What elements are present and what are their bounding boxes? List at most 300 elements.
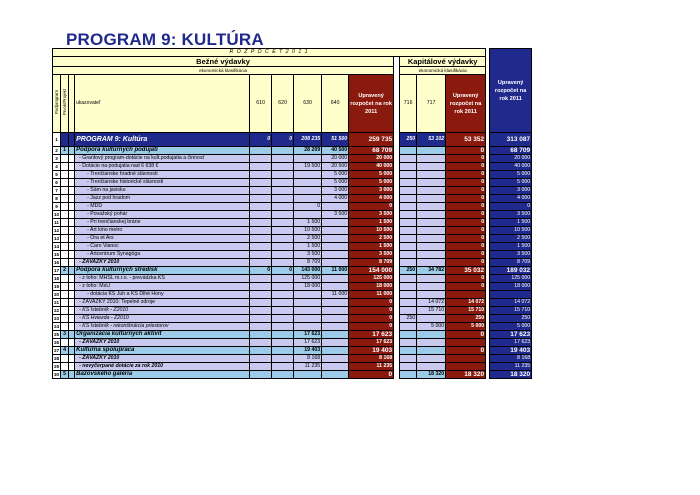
upraveny-kapitalove-cell bbox=[446, 339, 486, 347]
total-cell: 125 000 bbox=[490, 275, 532, 283]
upraveny-kapitalove-cell: 53 352 bbox=[446, 133, 486, 147]
value-c716-cell bbox=[400, 299, 417, 307]
total-cell: 0 bbox=[490, 203, 532, 211]
table-row bbox=[53, 251, 532, 259]
value-c620-cell bbox=[272, 355, 294, 363]
upraveny-bezne-cell: 4 000 bbox=[349, 195, 394, 203]
value-c630-cell: 19 500 bbox=[294, 163, 322, 171]
value-c620-cell bbox=[272, 307, 294, 315]
value-c610-cell bbox=[250, 211, 272, 219]
total-cell: 40 000 bbox=[490, 163, 532, 171]
value-c610-cell bbox=[250, 243, 272, 251]
value-c610-cell bbox=[250, 339, 272, 347]
row-number-cell: 26 bbox=[54, 340, 60, 345]
col-header-717: 717 bbox=[417, 75, 446, 133]
row-number-cell: 6 bbox=[53, 179, 61, 187]
value-c620-cell bbox=[272, 259, 294, 267]
total-cell: 4 000 bbox=[490, 195, 532, 203]
row-number-cell: 9 bbox=[53, 203, 61, 211]
upraveny-bezne-cell: 0 bbox=[349, 299, 394, 307]
total-cell: 8 168 bbox=[490, 355, 532, 363]
value-c717-cell bbox=[417, 179, 446, 187]
row-number-cell: 17 bbox=[54, 268, 60, 273]
upraveny-bezne-cell: 259 735 bbox=[349, 133, 394, 147]
row-number-cell: 23 bbox=[54, 316, 60, 321]
value-c716-cell bbox=[400, 147, 417, 155]
upraveny-kapitalove-cell: 18 320 bbox=[446, 371, 486, 379]
value-c716-cell bbox=[400, 179, 417, 187]
row-number-cell: 19 bbox=[54, 284, 60, 289]
value-c640-cell: 3 500 bbox=[322, 211, 349, 219]
row-number-cell: 7 bbox=[53, 187, 61, 195]
podprogram-cell bbox=[61, 171, 69, 179]
value-c717-cell bbox=[417, 339, 446, 347]
ukazovatel-cell: - dotácia KS Juh a KS Dlhé Hony bbox=[75, 291, 250, 299]
value-c640-cell bbox=[322, 243, 349, 251]
upraveny-bezne-cell: 20 000 bbox=[349, 155, 394, 163]
value-c717-cell bbox=[417, 147, 446, 155]
upraveny-bezne-cell: 0 bbox=[349, 315, 394, 323]
table-row bbox=[53, 355, 532, 363]
ukazovatel-cell: Organizácia kultúrnych aktivít bbox=[75, 331, 250, 339]
upraveny-bezne-cell: 125 000 bbox=[349, 275, 394, 283]
podprogram-cell: 4 bbox=[61, 347, 69, 355]
value-c717-cell bbox=[417, 163, 446, 171]
value-c717-cell bbox=[417, 275, 446, 283]
total-cell: 17 623 bbox=[490, 331, 532, 339]
value-c610-cell bbox=[250, 347, 272, 355]
podprogram-cell bbox=[61, 227, 69, 235]
value-c640-cell bbox=[322, 235, 349, 243]
upraveny-bezne-cell: 11 235 bbox=[349, 363, 394, 371]
upraveny-bezne-cell: 19 403 bbox=[349, 347, 394, 355]
upraveny-bezne-cell: 11 000 bbox=[349, 291, 394, 299]
table-row bbox=[53, 219, 532, 227]
value-c630-cell bbox=[294, 291, 322, 299]
value-c630-cell: 18 000 bbox=[294, 283, 322, 291]
value-c630-cell bbox=[294, 171, 322, 179]
value-c620-cell bbox=[272, 211, 294, 219]
row-number-cell: 11 bbox=[54, 220, 59, 225]
table-row bbox=[53, 299, 532, 307]
podprogram-cell: 3 bbox=[61, 331, 69, 339]
value-c716-cell bbox=[400, 203, 417, 211]
value-c640-cell: 40 500 bbox=[322, 147, 349, 155]
total-cell: 14 072 bbox=[490, 299, 532, 307]
col-header-716: 716 bbox=[400, 75, 417, 133]
budget-table-container bbox=[52, 48, 532, 379]
value-c717-cell: 15 710 bbox=[417, 307, 446, 315]
value-c717-cell bbox=[417, 195, 446, 203]
ukazovatel-cell: - ZÁVAZKY 2010 bbox=[75, 355, 250, 363]
podprogram-cell bbox=[61, 355, 69, 363]
value-c640-cell bbox=[322, 355, 349, 363]
ukazovatel-cell: - Považský pohár bbox=[75, 211, 250, 219]
podprogram-cell bbox=[61, 163, 69, 171]
upraveny-bezne-cell: 3 000 bbox=[349, 187, 394, 195]
value-c717-cell: 34 782 bbox=[417, 267, 446, 275]
value-c610-cell bbox=[250, 291, 272, 299]
value-c716-cell bbox=[400, 187, 417, 195]
total-cell: 1 500 bbox=[490, 243, 532, 251]
row-number-cell: 13 bbox=[54, 236, 60, 241]
podprogram-cell bbox=[61, 283, 69, 291]
upraveny-bezne-cell: 2 500 bbox=[349, 235, 394, 243]
value-c620-cell bbox=[272, 251, 294, 259]
upraveny-kapitalove-cell bbox=[446, 355, 486, 363]
value-c717-cell bbox=[417, 347, 446, 355]
total-cell: 189 032 bbox=[490, 267, 532, 275]
value-c717-cell bbox=[417, 315, 446, 323]
table-row bbox=[53, 179, 532, 187]
value-c717-cell: 14 072 bbox=[417, 299, 446, 307]
table-row bbox=[53, 187, 532, 195]
ukazovatel-cell: - Pri trenčianskej bráne bbox=[75, 219, 250, 227]
total-cell: 8 709 bbox=[490, 259, 532, 267]
ukazovatel-cell: - Ora et Ars bbox=[75, 235, 250, 243]
ek-klasifikacia-bezne: ekonomická klasifikácia bbox=[53, 67, 394, 75]
ukazovatel-cell: - Sám na javisku bbox=[75, 187, 250, 195]
podprogram-cell bbox=[61, 275, 69, 283]
ukazovatel-cell: - Art kino metro bbox=[75, 227, 250, 235]
ukazovatel-cell: - MDD bbox=[75, 203, 250, 211]
upraveny-bezne-cell: 3 500 bbox=[349, 251, 394, 259]
row-number-cell: 14 bbox=[54, 244, 60, 249]
kapitalove-vydavky-header: Kapitálové výdavky bbox=[400, 57, 486, 67]
value-c620-cell bbox=[272, 163, 294, 171]
table-row bbox=[53, 347, 532, 355]
table-row bbox=[53, 211, 532, 219]
value-c716-cell bbox=[400, 259, 417, 267]
row-number-cell: 21 bbox=[54, 300, 60, 305]
table-row bbox=[53, 259, 532, 267]
podprogram-cell bbox=[61, 203, 69, 211]
col-header-640: 640 bbox=[322, 75, 349, 133]
ukazovatel-cell: - Artcentrum Synagóga bbox=[75, 251, 250, 259]
total-cell: 19 403 bbox=[490, 347, 532, 355]
row-number-cell: 2 bbox=[53, 147, 61, 155]
value-c620-cell bbox=[272, 339, 294, 347]
upraveny-kapitalove-cell: 0 bbox=[446, 251, 486, 259]
value-c610-cell bbox=[250, 371, 272, 379]
value-c717-cell bbox=[417, 283, 446, 291]
value-c640-cell bbox=[322, 331, 349, 339]
value-c717-cell bbox=[417, 243, 446, 251]
value-c716-cell bbox=[400, 275, 417, 283]
value-c620-cell: 0 bbox=[272, 267, 294, 275]
value-c610-cell: 0 bbox=[250, 267, 272, 275]
podprogram-cell bbox=[61, 307, 69, 315]
value-c630-cell: 3 500 bbox=[294, 251, 322, 259]
upraveny-bezne-cell: 17 623 bbox=[349, 331, 394, 339]
ukazovatel-cell: Kultúrna spolupráca bbox=[75, 347, 250, 355]
value-c620-cell bbox=[272, 291, 294, 299]
podprogram-cell: 1 bbox=[61, 147, 69, 155]
value-c716-cell bbox=[400, 211, 417, 219]
value-c610-cell: 0 bbox=[250, 133, 272, 147]
total-cell: 10 500 bbox=[490, 227, 532, 235]
total-cell: 3 000 bbox=[490, 187, 532, 195]
value-c610-cell bbox=[250, 195, 272, 203]
row-number-cell: 8 bbox=[53, 195, 61, 203]
upraveny-kapitalove-cell: 0 bbox=[446, 171, 486, 179]
upraveny-bezne-cell: 154 000 bbox=[349, 267, 394, 275]
value-c640-cell bbox=[322, 275, 349, 283]
value-c610-cell bbox=[250, 259, 272, 267]
rozpocet-header: R O Z P O Č E T 2 0 1 1 bbox=[53, 49, 486, 57]
value-c716-cell bbox=[400, 227, 417, 235]
value-c640-cell bbox=[322, 307, 349, 315]
value-c620-cell bbox=[272, 203, 294, 211]
bezne-vydavky-header: Bežné výdavky bbox=[53, 57, 394, 67]
value-c620-cell bbox=[272, 363, 294, 371]
upraveny-kapitalove-cell: 0 bbox=[446, 347, 486, 355]
value-c630-cell: 8 709 bbox=[294, 259, 322, 267]
row-number-cell: 15 bbox=[54, 252, 60, 257]
ukazovatel-cell: Podpora kultúrnych stredísk bbox=[75, 267, 250, 275]
table-row bbox=[53, 339, 532, 347]
value-c717-cell bbox=[417, 219, 446, 227]
value-c620-cell bbox=[272, 235, 294, 243]
upraveny-kapitalove-cell: 0 bbox=[446, 187, 486, 195]
value-c716-cell bbox=[400, 323, 417, 331]
podprogram-cell bbox=[61, 155, 69, 163]
col-header-upraveny-kapitalove: Upravený rozpočet na rok 2011 bbox=[446, 75, 486, 133]
row-number-cell: 16 bbox=[54, 260, 60, 265]
value-c640-cell: 5 000 bbox=[322, 179, 349, 187]
value-c716-cell bbox=[400, 331, 417, 339]
table-row bbox=[53, 363, 532, 371]
budget-table bbox=[52, 48, 532, 379]
upraveny-bezne-cell: 18 000 bbox=[349, 283, 394, 291]
total-cell: 2 500 bbox=[490, 235, 532, 243]
total-cell: 5 000 bbox=[490, 171, 532, 179]
value-c630-cell bbox=[294, 315, 322, 323]
total-cell: 3 500 bbox=[490, 211, 532, 219]
table-row bbox=[53, 195, 532, 203]
row-number-cell: 28 bbox=[54, 356, 60, 361]
podprogram-cell bbox=[61, 243, 69, 251]
value-c640-cell: 5 000 bbox=[322, 171, 349, 179]
table-row bbox=[53, 307, 532, 315]
value-c717-cell bbox=[417, 331, 446, 339]
upraveny-bezne-cell: 1 500 bbox=[349, 219, 394, 227]
value-c717-cell bbox=[417, 155, 446, 163]
ukazovatel-cell: - Dotácie na podujatia nad 6 638 € bbox=[75, 163, 250, 171]
value-c610-cell bbox=[250, 331, 272, 339]
value-c716-cell bbox=[400, 355, 417, 363]
value-c630-cell: 208 235 bbox=[294, 133, 322, 147]
value-c610-cell bbox=[250, 179, 272, 187]
table-row bbox=[53, 133, 532, 147]
value-c610-cell bbox=[250, 147, 272, 155]
upraveny-kapitalove-cell: 0 bbox=[446, 259, 486, 267]
podprogram-cell bbox=[61, 251, 69, 259]
total-cell: 20 000 bbox=[490, 155, 532, 163]
value-c716-cell bbox=[400, 371, 417, 379]
total-cell: 250 bbox=[490, 315, 532, 323]
table-row bbox=[53, 331, 532, 339]
value-c717-cell: 18 320 bbox=[417, 371, 446, 379]
value-c716-cell bbox=[400, 283, 417, 291]
total-cell: 18 320 bbox=[490, 371, 532, 379]
upraveny-bezne-cell: 10 500 bbox=[349, 227, 394, 235]
value-c630-cell: 143 000 bbox=[294, 267, 322, 275]
podprogram-cell bbox=[61, 133, 69, 147]
table-row bbox=[53, 323, 532, 331]
ukazovatel-cell: - KS Hviezda - Z2010 bbox=[75, 315, 250, 323]
value-c620-cell bbox=[272, 187, 294, 195]
upraveny-kapitalove-cell: 0 bbox=[446, 235, 486, 243]
row-number-cell: 10 bbox=[54, 212, 60, 217]
value-c610-cell bbox=[250, 275, 272, 283]
col-header-prvok: Prvok/Projekt bbox=[61, 75, 69, 133]
value-c620-cell bbox=[272, 347, 294, 355]
value-c630-cell: 17 623 bbox=[294, 331, 322, 339]
ukazovatel-cell: - z toho: MHSL m.r.o. - prevádzka KS bbox=[75, 275, 250, 283]
value-c630-cell: 28 209 bbox=[294, 147, 322, 155]
value-c717-cell: 5 000 bbox=[417, 323, 446, 331]
value-c620-cell: 0 bbox=[272, 133, 294, 147]
value-c716-cell bbox=[400, 307, 417, 315]
table-row bbox=[53, 275, 532, 283]
total-cell: 17 623 bbox=[490, 339, 532, 347]
upraveny-bezne-cell: 0 bbox=[349, 203, 394, 211]
total-cell: 1 500 bbox=[490, 219, 532, 227]
podprogram-cell bbox=[61, 363, 69, 371]
upraveny-bezne-cell: 1 500 bbox=[349, 243, 394, 251]
value-c640-cell: 51 500 bbox=[322, 133, 349, 147]
value-c630-cell: 125 000 bbox=[294, 275, 322, 283]
value-c610-cell bbox=[250, 323, 272, 331]
value-c716-cell bbox=[400, 363, 417, 371]
value-c620-cell bbox=[272, 155, 294, 163]
ukazovatel-cell: - Čaro Vianoc bbox=[75, 243, 250, 251]
upraveny-kapitalove-cell: 15 710 bbox=[446, 307, 486, 315]
ukazovatel-cell: - ZÁVAZKY 2010 bbox=[75, 339, 250, 347]
value-c717-cell bbox=[417, 291, 446, 299]
upraveny-kapitalove-cell: 0 bbox=[446, 163, 486, 171]
row-number-cell: 18 bbox=[54, 276, 60, 281]
row-number-cell: 27 bbox=[54, 348, 60, 353]
value-c717-cell bbox=[417, 355, 446, 363]
value-c610-cell bbox=[250, 155, 272, 163]
value-c640-cell bbox=[322, 371, 349, 379]
upraveny-kapitalove-cell: 0 bbox=[446, 331, 486, 339]
total-cell: 3 500 bbox=[490, 251, 532, 259]
value-c640-cell bbox=[322, 251, 349, 259]
value-c640-cell: 11 000 bbox=[322, 291, 349, 299]
value-c640-cell bbox=[322, 203, 349, 211]
upraveny-kapitalove-cell: 0 bbox=[446, 227, 486, 235]
ukazovatel-cell: - Trenčianske historické slávnosti bbox=[75, 179, 250, 187]
row-number-cell: 1 bbox=[53, 133, 61, 147]
upraveny-kapitalove-cell: 0 bbox=[446, 219, 486, 227]
ukazovatel-cell: - KS Istebník - Z2010 bbox=[75, 307, 250, 315]
value-c620-cell bbox=[272, 323, 294, 331]
col-header-podprogram: Podprogram bbox=[53, 75, 61, 133]
podprogram-cell bbox=[61, 219, 69, 227]
table-row bbox=[53, 371, 532, 379]
col-header-610: 610 bbox=[250, 75, 272, 133]
page-title: PROGRAM 9: KULTÚRA bbox=[66, 30, 264, 49]
value-c630-cell: 1 500 bbox=[294, 243, 322, 251]
value-c630-cell bbox=[294, 155, 322, 163]
total-cell: 5 000 bbox=[490, 179, 532, 187]
value-c640-cell: 20 000 bbox=[322, 155, 349, 163]
value-c610-cell bbox=[250, 283, 272, 291]
row-number-cell: 25 bbox=[54, 332, 60, 337]
table-row bbox=[53, 267, 532, 275]
row-number-cell: 3 bbox=[53, 155, 61, 163]
value-c610-cell bbox=[250, 307, 272, 315]
col-header-620: 620 bbox=[272, 75, 294, 133]
value-c717-cell bbox=[417, 363, 446, 371]
value-c640-cell bbox=[322, 347, 349, 355]
podprogram-cell bbox=[61, 259, 69, 267]
value-c630-cell: 19 403 bbox=[294, 347, 322, 355]
upraveny-kapitalove-cell: 0 bbox=[446, 179, 486, 187]
value-c630-cell bbox=[294, 195, 322, 203]
upraveny-kapitalove-cell: 0 bbox=[446, 195, 486, 203]
table-row bbox=[53, 243, 532, 251]
value-c630-cell: 11 235 bbox=[294, 363, 322, 371]
value-c717-cell bbox=[417, 171, 446, 179]
upraveny-kapitalove-cell: 0 bbox=[446, 283, 486, 291]
table-row bbox=[53, 315, 532, 323]
total-cell: 68 709 bbox=[490, 147, 532, 155]
upraveny-bezne-cell: 68 709 bbox=[349, 147, 394, 155]
value-c640-cell bbox=[322, 299, 349, 307]
upraveny-bezne-cell: 5 000 bbox=[349, 179, 394, 187]
upraveny-kapitalove-cell: 250 bbox=[446, 315, 486, 323]
value-c716-cell bbox=[400, 339, 417, 347]
value-c716-cell: 250 bbox=[400, 267, 417, 275]
value-c717-cell bbox=[417, 211, 446, 219]
upraveny-bezne-cell: 0 bbox=[349, 371, 394, 379]
upraveny-kapitalove-cell: 35 032 bbox=[446, 267, 486, 275]
value-c630-cell: 8 168 bbox=[294, 355, 322, 363]
value-c610-cell bbox=[250, 355, 272, 363]
value-c630-cell bbox=[294, 179, 322, 187]
podprogram-cell bbox=[61, 339, 69, 347]
table-row bbox=[53, 283, 532, 291]
value-c630-cell: 17 623 bbox=[294, 339, 322, 347]
value-c630-cell bbox=[294, 371, 322, 379]
value-c620-cell bbox=[272, 331, 294, 339]
row-number-cell: 20 bbox=[54, 292, 60, 297]
total-cell: 18 000 bbox=[490, 283, 532, 291]
value-c620-cell bbox=[272, 195, 294, 203]
ukazovatel-cell: - Trenčianske hradné slávnosti bbox=[75, 171, 250, 179]
upraveny-bezne-cell: 17 623 bbox=[349, 339, 394, 347]
value-c630-cell: 0 bbox=[294, 203, 322, 211]
value-c717-cell bbox=[417, 259, 446, 267]
upraveny-bezne-cell: 0 bbox=[349, 323, 394, 331]
value-c620-cell bbox=[272, 299, 294, 307]
upraveny-kapitalove-cell: 0 bbox=[446, 243, 486, 251]
table-row bbox=[53, 171, 532, 179]
value-c610-cell bbox=[250, 251, 272, 259]
value-c640-cell bbox=[322, 283, 349, 291]
row-number-cell: 22 bbox=[54, 308, 60, 313]
row-number-cell: 4 bbox=[53, 163, 61, 171]
upraveny-bezne-cell: 3 500 bbox=[349, 211, 394, 219]
podprogram-cell bbox=[61, 291, 69, 299]
value-c630-cell bbox=[294, 323, 322, 331]
table-row bbox=[53, 203, 532, 211]
value-c610-cell bbox=[250, 227, 272, 235]
